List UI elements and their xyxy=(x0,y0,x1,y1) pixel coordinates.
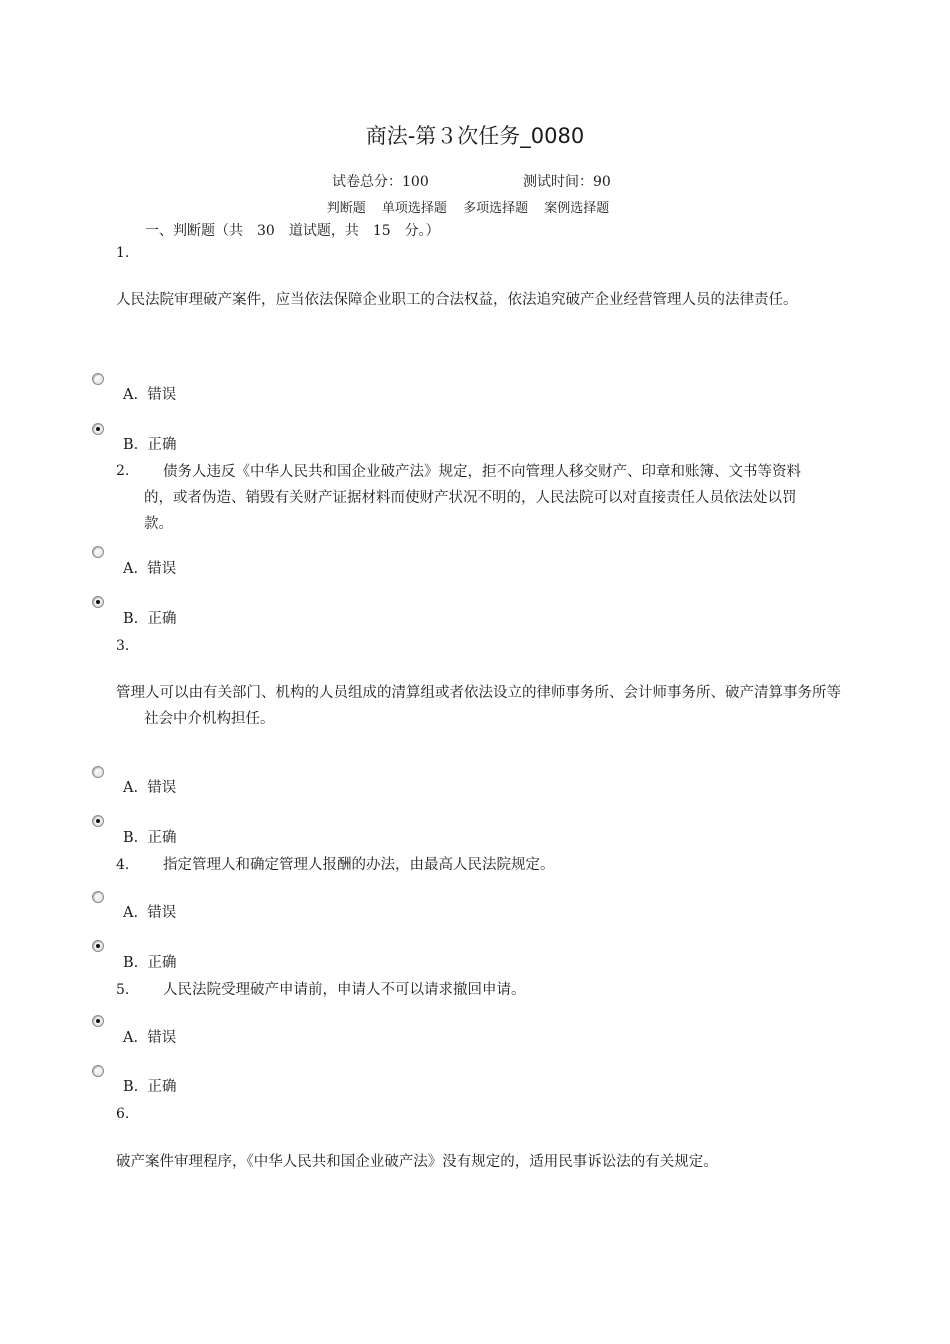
question-number: 5. xyxy=(116,982,130,998)
option-label: A. 错误 xyxy=(123,1030,177,1046)
radio-q2-a[interactable] xyxy=(92,546,104,558)
nav-link-multiple-choice[interactable]: 多项选择题 xyxy=(463,201,529,216)
radio-q1-a[interactable] xyxy=(92,373,104,385)
option-label: A. 错误 xyxy=(123,561,177,577)
option-label: A. 错误 xyxy=(123,387,177,403)
question-number: 3. xyxy=(116,638,130,654)
question-number: 4. xyxy=(116,857,130,873)
radio-q4-b[interactable] xyxy=(92,940,104,952)
radio-q1-b[interactable] xyxy=(92,423,104,435)
radio-q2-b[interactable] xyxy=(92,596,104,608)
question-text: 管理人可以由有关部门、机构的人员组成的清算组或者依法设立的律师事务所、会计师事务所、破产清算事务所等社会中介机构担任。 xyxy=(116,685,841,727)
question-text: 指定管理人和确定管理人报酬的办法，由最高人民法院规定。 xyxy=(163,857,555,873)
question-number: 1. xyxy=(116,245,130,261)
option-label: B. 正确 xyxy=(123,437,177,453)
nav-link-true-false[interactable]: 判断题 xyxy=(326,201,366,216)
nav-link-case-choice[interactable]: 案例选择题 xyxy=(544,201,610,216)
nav-link-single-choice[interactable]: 单项选择题 xyxy=(381,201,447,216)
question-text: 人民法院受理破产申请前，申请人不可以请求撤回申请。 xyxy=(163,982,526,998)
test-time: 测试时间：90 xyxy=(523,174,611,190)
radio-q3-b[interactable] xyxy=(92,815,104,827)
question-text: 破产案件审理程序，《中华人民共和国企业破产法》没有规定的，适用民事诉讼法的有关规定。 xyxy=(116,1154,718,1170)
question-number: 2. xyxy=(116,463,130,479)
option-label: B. 正确 xyxy=(123,830,177,846)
option-label: A. 错误 xyxy=(123,905,177,921)
radio-q4-a[interactable] xyxy=(92,891,104,903)
question-text: 债务人违反《中华人民共和国企业破产法》规定，拒不向管理人移交财产、印章和账簿、文书等资料的，或者伪造、销毁有关财产证据材料而使财产状况不明的，人民法院可以对直接责任人员依法处以罚款。 xyxy=(144,464,801,532)
section-heading: 一、判断题（共 30 道试题，共 15 分。） xyxy=(145,223,440,239)
radio-q3-a[interactable] xyxy=(92,766,104,778)
option-label: A. 错误 xyxy=(123,780,177,796)
question-number: 6. xyxy=(116,1106,130,1122)
total-score: 试卷总分：100 xyxy=(332,174,429,190)
radio-q5-b[interactable] xyxy=(92,1065,104,1077)
question-text: 人民法院审理破产案件，应当依法保障企业职工的合法权益，依法追究破产企业经营管理人员的法律责任。 xyxy=(116,292,798,308)
radio-q5-a[interactable] xyxy=(92,1015,104,1027)
page-title: 商法-第３次任务_0080 xyxy=(365,124,585,148)
option-label: B. 正确 xyxy=(123,611,177,627)
option-label: B. 正确 xyxy=(123,1079,177,1095)
section-nav xyxy=(0,197,936,216)
option-label: B. 正确 xyxy=(123,955,177,971)
